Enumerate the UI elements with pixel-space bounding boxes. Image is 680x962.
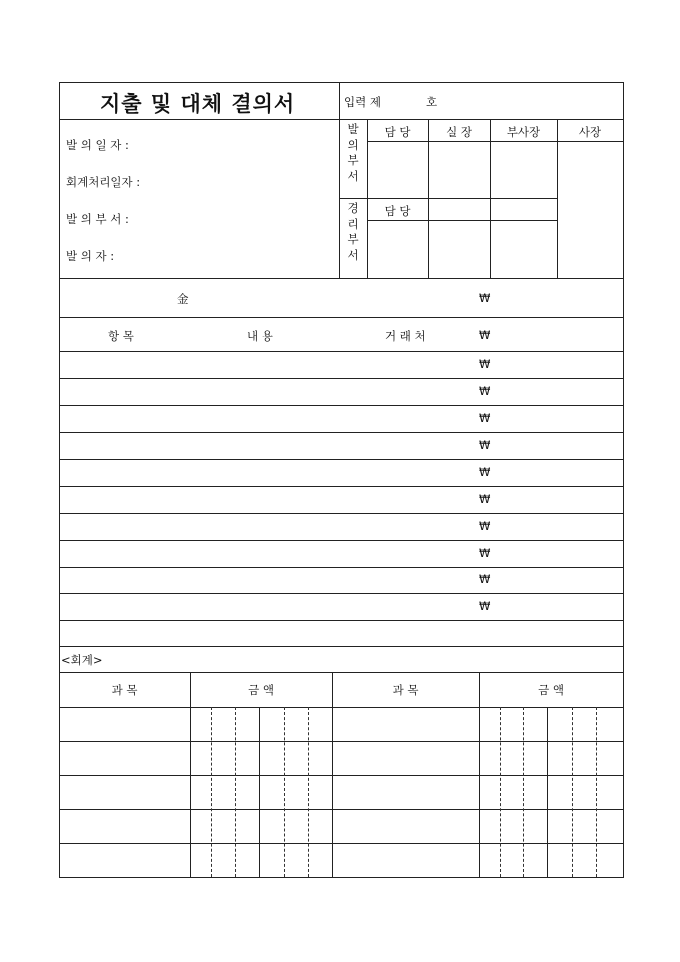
- issue-dept-label: 발 의 부 서 :: [66, 212, 129, 226]
- accounting-col-amount-left: 금 액: [248, 683, 274, 697]
- rule-accounting-row: [59, 809, 624, 810]
- total-amount-currency: ₩: [479, 291, 491, 305]
- item-row-currency: ₩: [479, 572, 491, 586]
- accounting-dept-vertical-label: 경 리 부 서: [347, 201, 359, 262]
- items-header-vendor: 거 래 처: [385, 329, 426, 343]
- rule-accounting-header-bottom: [59, 707, 624, 708]
- item-row-currency: ₩: [479, 519, 491, 533]
- accounting-col-amount-right: 금 액: [538, 683, 564, 697]
- digit-separator: [211, 707, 212, 877]
- rule-row: [59, 405, 624, 406]
- item-row-currency: ₩: [479, 599, 491, 613]
- form-title: 지출 및 대체 결의서: [100, 91, 296, 116]
- digit-separator: [572, 707, 573, 877]
- item-row-currency: ₩: [479, 438, 491, 452]
- rule-header-split: [339, 82, 340, 278]
- rule-row: [59, 378, 624, 379]
- item-row-currency: ₩: [479, 411, 491, 425]
- approval-header-director: 실 장: [446, 125, 472, 139]
- digit-separator: [308, 707, 309, 877]
- rule-accounting-label-bottom: [59, 672, 624, 673]
- approval-header-manager: 담 당: [384, 125, 411, 139]
- digit-separator: [235, 707, 236, 877]
- rule-accounting-dept-header: [367, 220, 557, 221]
- rule-acc-col: [190, 672, 191, 877]
- rule-acc-subcol: [547, 707, 548, 877]
- rule-header-bottom: [59, 119, 624, 120]
- rule-accounting-row: [59, 775, 624, 776]
- rule-accounting-row: [59, 741, 624, 742]
- rule-row: [59, 567, 624, 568]
- rule-acc-col: [332, 672, 333, 877]
- issuer-label: 발 의 자 :: [66, 249, 115, 263]
- accounting-approval-header-manager: 담 당: [384, 204, 411, 218]
- total-amount-label: 金: [177, 292, 189, 306]
- rule-row: [59, 593, 624, 594]
- rule-approval-col: [557, 119, 558, 278]
- rule-approval-section: [339, 198, 557, 199]
- border-right: [623, 82, 624, 878]
- border-top: [59, 82, 624, 83]
- rule-amount-bottom: [59, 317, 624, 318]
- rule-info-bottom: [59, 278, 624, 279]
- accounting-col-subject-right: 과 목: [392, 683, 419, 697]
- entry-no-prefix: 입력 제: [344, 95, 381, 109]
- rule-row: [59, 646, 624, 647]
- items-header-item: 항 목: [108, 329, 134, 343]
- digit-separator: [284, 707, 285, 877]
- rule-acc-col: [479, 672, 480, 877]
- rule-items-header-bottom: [59, 351, 624, 352]
- issue-date-label: 발 의 일 자 :: [66, 138, 129, 152]
- items-header-currency: ₩: [479, 328, 491, 342]
- entry-no-suffix: 호: [426, 95, 438, 109]
- rule-row: [59, 540, 624, 541]
- rule-row: [59, 486, 624, 487]
- items-header-content: 내 용: [247, 329, 273, 343]
- rule-acc-subcol: [259, 707, 260, 877]
- item-row-currency: ₩: [479, 465, 491, 479]
- item-row-currency: ₩: [479, 357, 491, 371]
- item-row-currency: ₩: [479, 384, 491, 398]
- accounting-date-label: 회계처리일자 :: [66, 175, 141, 189]
- border-left: [59, 82, 60, 878]
- rule-row: [59, 513, 624, 514]
- accounting-section-label: <회계>: [61, 653, 103, 667]
- digit-separator: [596, 707, 597, 877]
- digit-separator: [500, 707, 501, 877]
- digit-separator: [523, 707, 524, 877]
- rule-row: [59, 459, 624, 460]
- rule-accounting-row: [59, 843, 624, 844]
- item-row-currency: ₩: [479, 492, 491, 506]
- rule-row: [59, 620, 624, 621]
- item-row-currency: ₩: [479, 546, 491, 560]
- approval-header-president: 사장: [578, 125, 602, 139]
- border-bottom: [59, 877, 624, 878]
- rule-row: [59, 432, 624, 433]
- rule-approval-header: [367, 141, 623, 142]
- accounting-col-subject-left: 과 목: [111, 683, 138, 697]
- approval-header-vice-president: 부사장: [506, 125, 541, 139]
- issuing-dept-vertical-label: 발 의 부 서: [347, 122, 359, 183]
